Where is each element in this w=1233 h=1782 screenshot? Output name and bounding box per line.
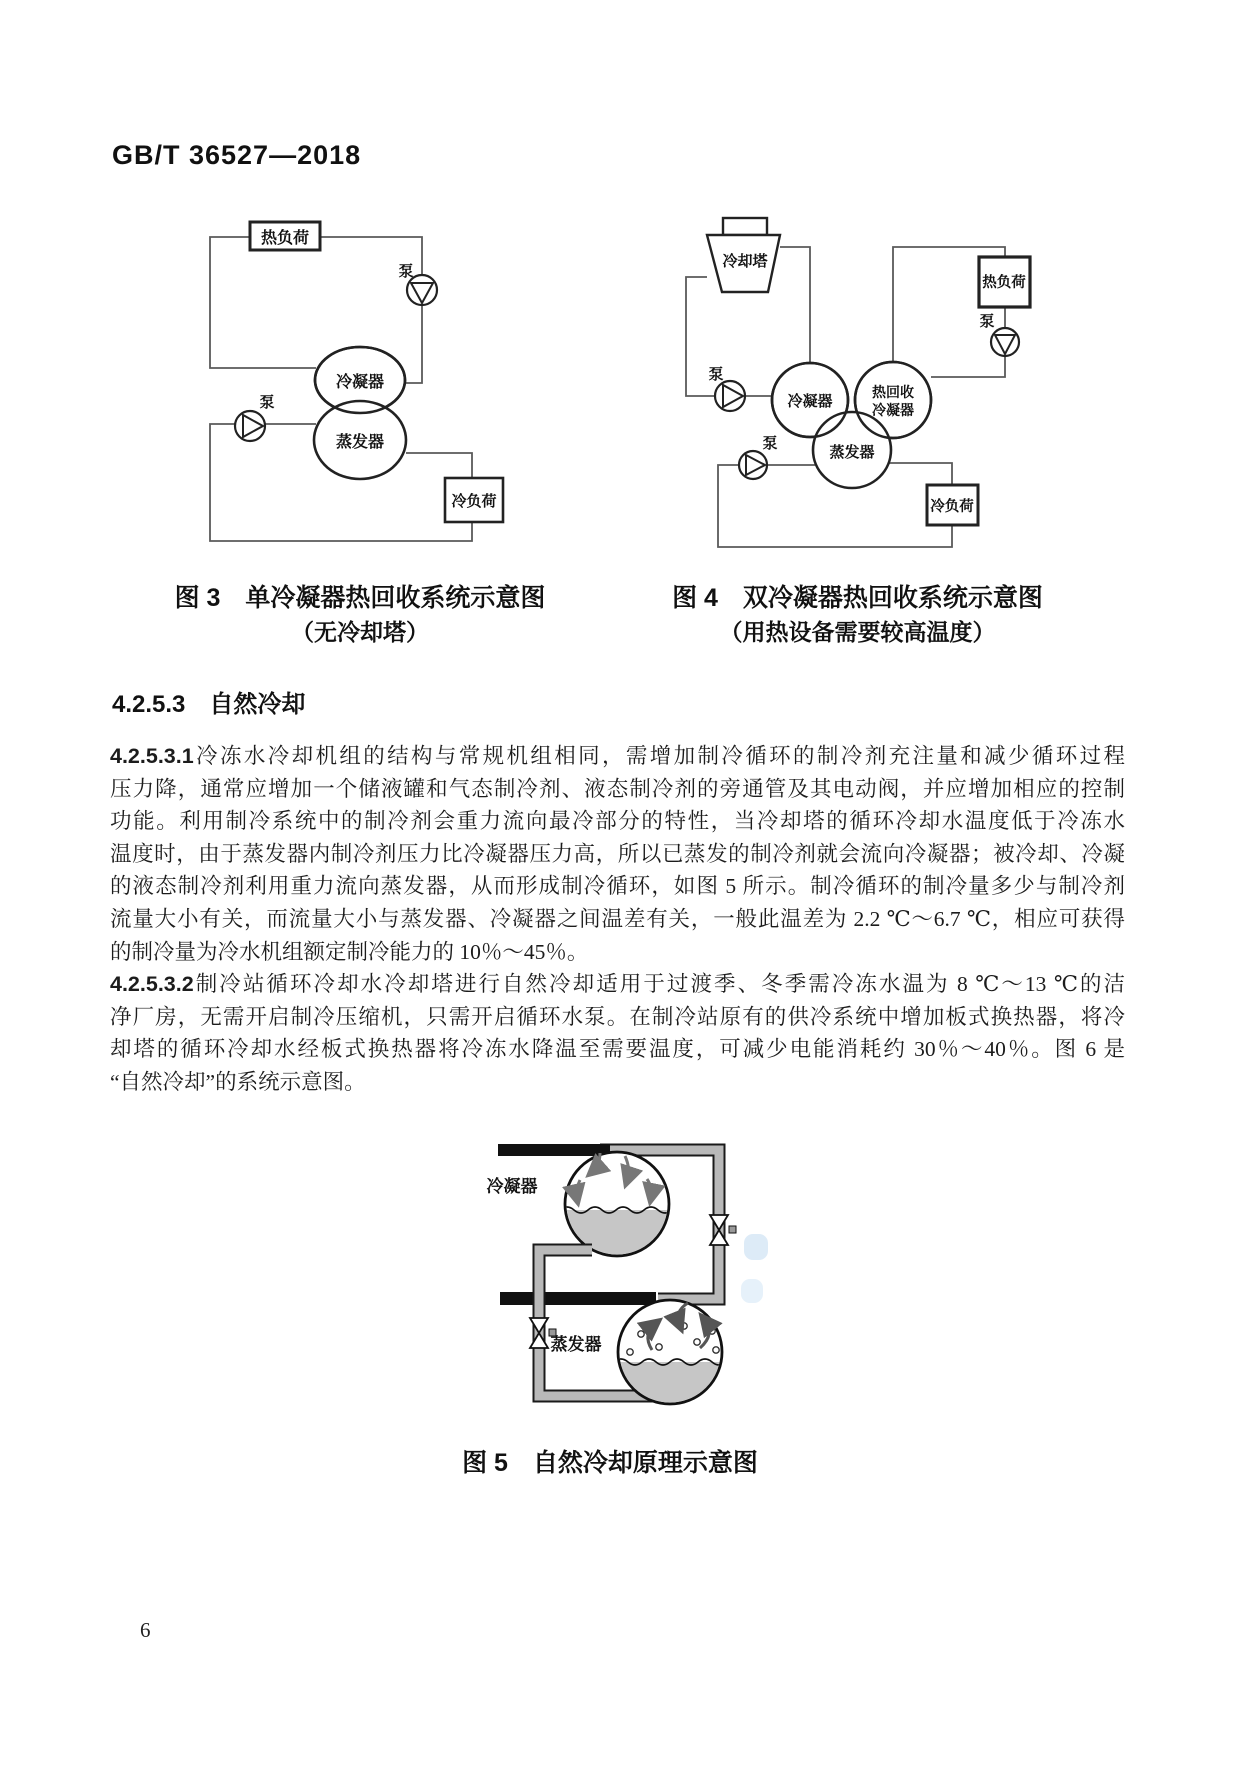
- fig4-cooling-tower-label: 冷却塔: [722, 253, 768, 270]
- paragraph-line: 温度时，由于蒸发器内制冷剂压力比冷凝器压力高，所以已蒸发的制冷剂就会流向冷凝器；被冷却、冷凝: [110, 841, 1125, 866]
- paragraph-line: 的液态制冷剂利用重力流向蒸发器，从而形成制冷循环，如图 5 所示。制冷循环的制冷量多少与制冷剂: [110, 874, 1125, 899]
- paragraph-line: [110, 968, 1125, 1001]
- fig5-evaporator-label: 蒸发器: [550, 1335, 602, 1354]
- figure3-schematic: [170, 195, 550, 565]
- paragraph-line: 功能。利用制冷系统中的制冷剂会重力流向最冷部分的特性，当冷却塔的循环冷却水温度低于冷冻水: [110, 809, 1125, 834]
- fig4-pump-right: [991, 328, 1019, 356]
- fig4-pump-left: [715, 381, 745, 411]
- fig4-evaporator-label: 蒸发器: [829, 444, 875, 461]
- fig4-condenser-label: 冷凝器: [787, 393, 833, 410]
- fig5-condenser-label: 冷凝器: [486, 1177, 538, 1196]
- standard-number: GB/T 36527—2018: [112, 140, 362, 170]
- fig5-top-header-bar: [498, 1144, 610, 1156]
- fig3-pump-top-label: 泵: [398, 263, 414, 280]
- paragraph-4-2-5-3-1: [110, 740, 1125, 968]
- clause-number: 4.2.5.3.1: [110, 744, 194, 768]
- fig4-hr-condenser-label-1: 热回收: [872, 384, 914, 400]
- fig4-pump-bottom: [739, 451, 767, 479]
- figure4-caption-title: 图 4 双冷凝器热回收系统示意图: [672, 584, 1043, 612]
- figure3-caption-title: 图 3 单冷凝器热回收系统示意图: [174, 584, 546, 612]
- figure3-caption-subtitle: （无冷却塔）: [291, 619, 429, 645]
- section-heading: [112, 684, 305, 719]
- paragraph-line: 净厂房，无需开启制冷压缩机，只需开启循环水泵。在制冷站原有的供冷系统中增加板式换热器，将冷: [110, 1004, 1125, 1029]
- paragraph-line: 压力降，通常应增加一个储液罐和气态制冷剂、液态制冷剂的旁通管及其电动阀，并应增加相应的控制: [110, 776, 1125, 801]
- figure4-caption: [665, 580, 1050, 649]
- fig4-pump-right-label: 泵: [979, 313, 995, 330]
- section-number: 4.2.5.3: [112, 691, 186, 718]
- paragraph-4-2-5-3-2: [110, 968, 1125, 1098]
- figure5-caption-title: 图 5 自然冷却原理示意图: [462, 1449, 758, 1477]
- paragraph-line: 的制冷量为冷水机组额定制冷能力的 10％～45％。: [110, 939, 589, 964]
- page-number: 6: [140, 1618, 151, 1642]
- paragraph-line: 却塔的循环冷却水经板式换热器将冷冻水降温至需要温度，可减少电能消耗约 30％～40％。图 6 是: [110, 1037, 1125, 1062]
- fig3-cold-load-label: 冷负荷: [451, 493, 497, 510]
- fig4-pump-left-label: 泵: [708, 366, 724, 383]
- fig4-pump-bottom-label: 泵: [762, 435, 778, 452]
- figure4-schematic: [660, 195, 1050, 565]
- fig5-middle-header-bar: [500, 1292, 656, 1305]
- fig4-hr-condenser-label-2: 冷凝器: [872, 402, 914, 418]
- paragraph-line: [110, 740, 1125, 773]
- paragraph-line: “自然冷却”的系统示意图。: [110, 1069, 366, 1094]
- fig3-heat-load-label: 热负荷: [260, 230, 310, 247]
- clause-number: 4.2.5.3.2: [110, 972, 194, 996]
- figure5-caption: [455, 1445, 765, 1481]
- fig4-cold-load-label: 冷负荷: [930, 499, 974, 515]
- paragraph-line: 流量大小有关，而流量大小与蒸发器、冷凝器之间温差有关，一般此温差为 2.2 ℃～6.7 ℃，相应可获得: [110, 906, 1125, 931]
- fig5-scan-artifact: [741, 1234, 768, 1303]
- paragraph-text: 冷冻水冷却机组的结构与常规机组相同，需增加制冷循环的制冷剂充注量和减少循环过程: [193, 744, 1125, 768]
- fig3-condenser-label: 冷凝器: [335, 374, 385, 391]
- figure5-schematic: [480, 1135, 780, 1410]
- fig4-heat-load-label: 热负荷: [982, 275, 1026, 291]
- fig3-pump-left: [235, 411, 265, 441]
- section-title: 自然冷却: [209, 691, 306, 718]
- figure4-caption-subtitle: （用热设备需要较高温度）: [719, 619, 996, 645]
- fig3-evaporator-label: 蒸发器: [335, 434, 385, 451]
- fig3-pump-left-label: 泵: [259, 394, 275, 411]
- paragraph-text: 制冷站循环冷却水冷却塔进行自然冷却适用于过渡季、冬季需冷冻水温为 8 ℃～13 ℃的洁: [193, 972, 1125, 996]
- figure3-caption: [170, 580, 550, 649]
